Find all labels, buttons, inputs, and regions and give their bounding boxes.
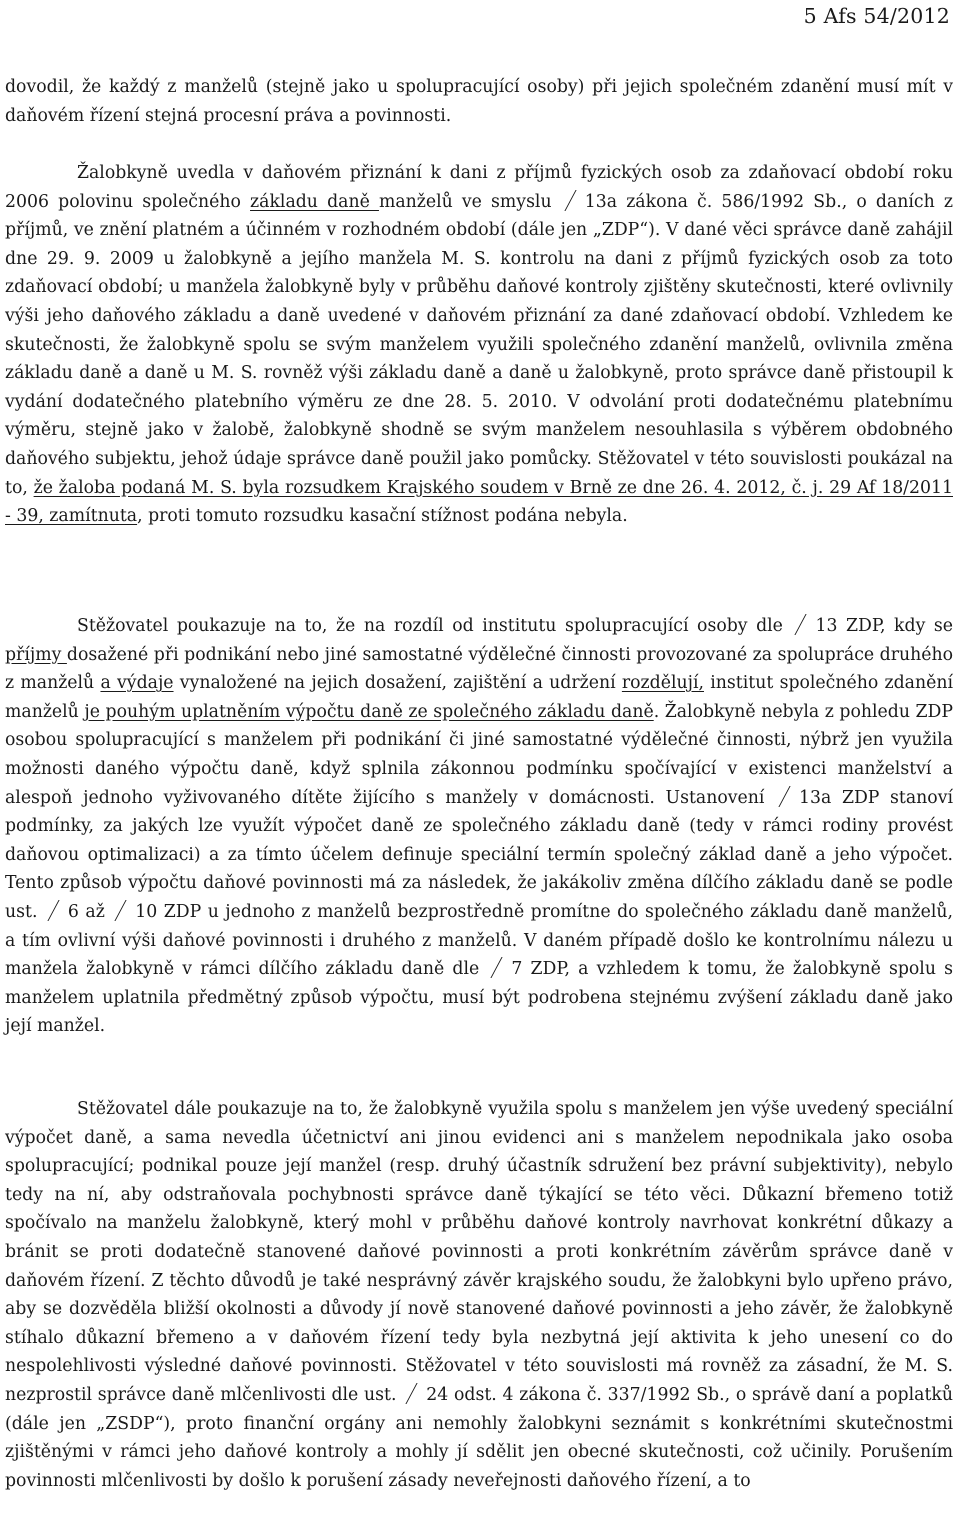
text-run: . Žalobkyně nebyla z pohledu ZDP osobou spolupracující s manželem při podnikání či jiné samostatné výdělečné činnosti, nýbrž jen využila možnosti daného výpočtu daně, když splnila zákonnou podmínku spočívající v existenci manželství a alespoň jednoho vyživovaného dítěte žijícího s manžely v domácnosti. Ustanovení — [5, 701, 953, 808]
text-run: 13a zákona č. 586/1992 Sb., o daních z příjmů, ve znění platném a účinném v rozhodném období (dále jen „ZDP“). V dané věci správce daně zahájil dne 29. 9. 2009 u žalobkyně a jejího manžela M. S. kontrolu na dani z příjmů fyzických osob za toto zdaňovací období; u manžela žalobkyně byly v průběhu daňové kontroly zjištěny skutečnosti, které ovlivnily výši jeho daňového základu a daně uvedené v daňovém přiznání za dané zdaňovací období. Vzhledem ke skutečnosti, že žalobkyně spolu se svým manželem využili společného zdanění manželů, ovlivnila změna základu daně a daně u M. S. rovněž výši základu daně a daně u žalobkyně, proto správce daně přistoupil k vydání dodatečného platebního výměru ze dne 28. 5. 2010. V odvolání proti dodatečnému platebnímu výměru, stejně jako v žalobě, žalobkyně shodně se svým manželem nesouhlasila s výběrem obdobného daňového subjektu, jehož údaje správce daně použil jako pomůcky. Stěžovatel v této souvislosti poukázal na to, — [5, 191, 953, 498]
section-sign-icon — [115, 900, 127, 920]
text-run: dosažené při podnikání nebo jiné samostatné výdělečné činnosti provozované za spolupráce druhého z manželů — [5, 644, 953, 694]
text-run: institut společného zdanění manželů — [5, 673, 953, 722]
text-run: vynaložené na jejich dosažení, zajištění a udržení — [173, 673, 622, 694]
case-number-header: 5 Afs 54/2012 — [803, 4, 950, 28]
underlined-text: a výdaje — [100, 673, 174, 694]
section-sign-icon — [795, 614, 807, 634]
text-run: 13a ZDP stanoví podmínky, za jakých lze využít výpočet daně ze společného základu daně (tedy v rámci rodiny provést daňovou optimalizaci) a za tímto účelem definuje speciální termín společný základ daně a jeho výpočet. Tento způsob výpočtu daňové povinnosti má za následek, že jakákoliv změna dílčího základu daně se podle ust. — [5, 787, 953, 922]
text-run: , proti tomuto rozsudku kasační stížnost podána nebyla. — [137, 506, 628, 527]
paragraph-4 — [5, 1095, 953, 1495]
text-run: 24 odst. 4 zákona č. 337/1992 Sb., o správě daní a poplatků (dále jen „ZSDP“), proto finanční orgány ani nemohly žalobkyni seznámit s konkrétními skutečnostmi zjištěnými v rámci jeho daňové kontroly a mohly jí sdělit jen obecné skutečnosti, což učinily. Porušením povinnosti mlčenlivosti by došlo k porušení zásady neveřejnosti daňového řízení, a to — [5, 1384, 953, 1491]
underlined-text: že žaloba podaná M. S. byla rozsudkem Krajského soudem v Brně ze dne 26. 4. 2012, č. j. 29 Af 18/2011 - 39, zamítnuta — [5, 477, 953, 527]
text-run: 6 až — [67, 901, 112, 922]
underlined-text: rozdělují, — [621, 673, 704, 694]
section-sign-icon — [491, 957, 503, 977]
section-sign-icon — [565, 190, 577, 210]
section-sign-icon — [48, 900, 60, 920]
underlined-text: je pouhým uplatněním výpočtu daně ze společného základu daně — [84, 701, 654, 722]
text-run: dovodil, že každý z manželů (stejně jako u spolupracující osoby) při jejich společném zdanění musí mít v daňovém řízení stejná procesní práva a povinnosti. — [5, 77, 953, 126]
text-run: Stěžovatel poukazuje na to, že na rozdíl od institutu spolupracující osoby dle — [77, 616, 792, 636]
text-run: 10 ZDP u jednoho z manželů bezprostředně promítne do společného základu daně manželů, a tím ovlivní výši daňové povinnosti i druhého z manželů. V daném případě došlo ke kontrolnímu nálezu u manžela žalobkyně v rámci dílčího základu daně dle — [5, 901, 954, 980]
section-sign-icon — [779, 786, 791, 806]
text-run: Žalobkyně uvedla v daňovém přiznání k dani z příjmů fyzických osob za zdaňovací období roku 2006 polovinu společného — [5, 163, 953, 212]
text-run: 13 ZDP, kdy se — [815, 616, 953, 636]
paragraph-1 — [5, 73, 953, 130]
text-run: 7 ZDP, a vzhledem k tomu, že žalobkyně spolu s manželem uplatnila předmětný způsob výpočtu, musí být podrobena stejnému zvýšení základu daně jako její manžel. — [5, 959, 953, 1037]
paragraph-2 — [5, 159, 953, 531]
text-run: Stěžovatel dále poukazuje na to, že žalobkyně využila spolu s manželem jen výše uvedený speciální výpočet daně, a sama nevedla účetnictví ani jinou evidenci ani s manželem nepodnikala jako osoba spolupracující; podnikal pouze její manžel (resp. druhý účastník sdružení bez právní subjektivity), nebylo tedy na ní, aby odstraňovala pochybnosti správce daně týkající se této věci. Důkazní břemeno totiž spočívalo na manželu žalobkyně, který mohl v průběhu daňové kontroly navrhovat konkrétní důkazy a bránit se proti dodatečně stanovené daňové povinnosti a proti konkrétním závěrům správce daně v daňovém řízení. Z těchto důvodů je také nesprávný závěr krajského soudu, že žalobkyni bylo upřeno právo, aby se dozvěděla bližší okolnosti a důvody jí nově stanovené daňové povinnosti a jeho závěr, že žalobkyně stíhalo důkazní břemeno a v daňovém řízení tedy byla nezbytná její aktivita k jeho unesení co do nespolehlivosti výsledné daňové povinnosti. Stěžovatel v této souvislosti má rovněž za zásadní, že M. S. nezprostil správce daně mlčenlivosti dle ust. — [5, 1099, 953, 1405]
text-run: manželů ve smyslu — [378, 191, 561, 212]
paragraph-3 — [5, 612, 953, 1041]
underlined-text: základu daně — [250, 191, 379, 212]
underlined-text: příjmy — [5, 644, 67, 665]
section-sign-icon — [406, 1383, 418, 1403]
